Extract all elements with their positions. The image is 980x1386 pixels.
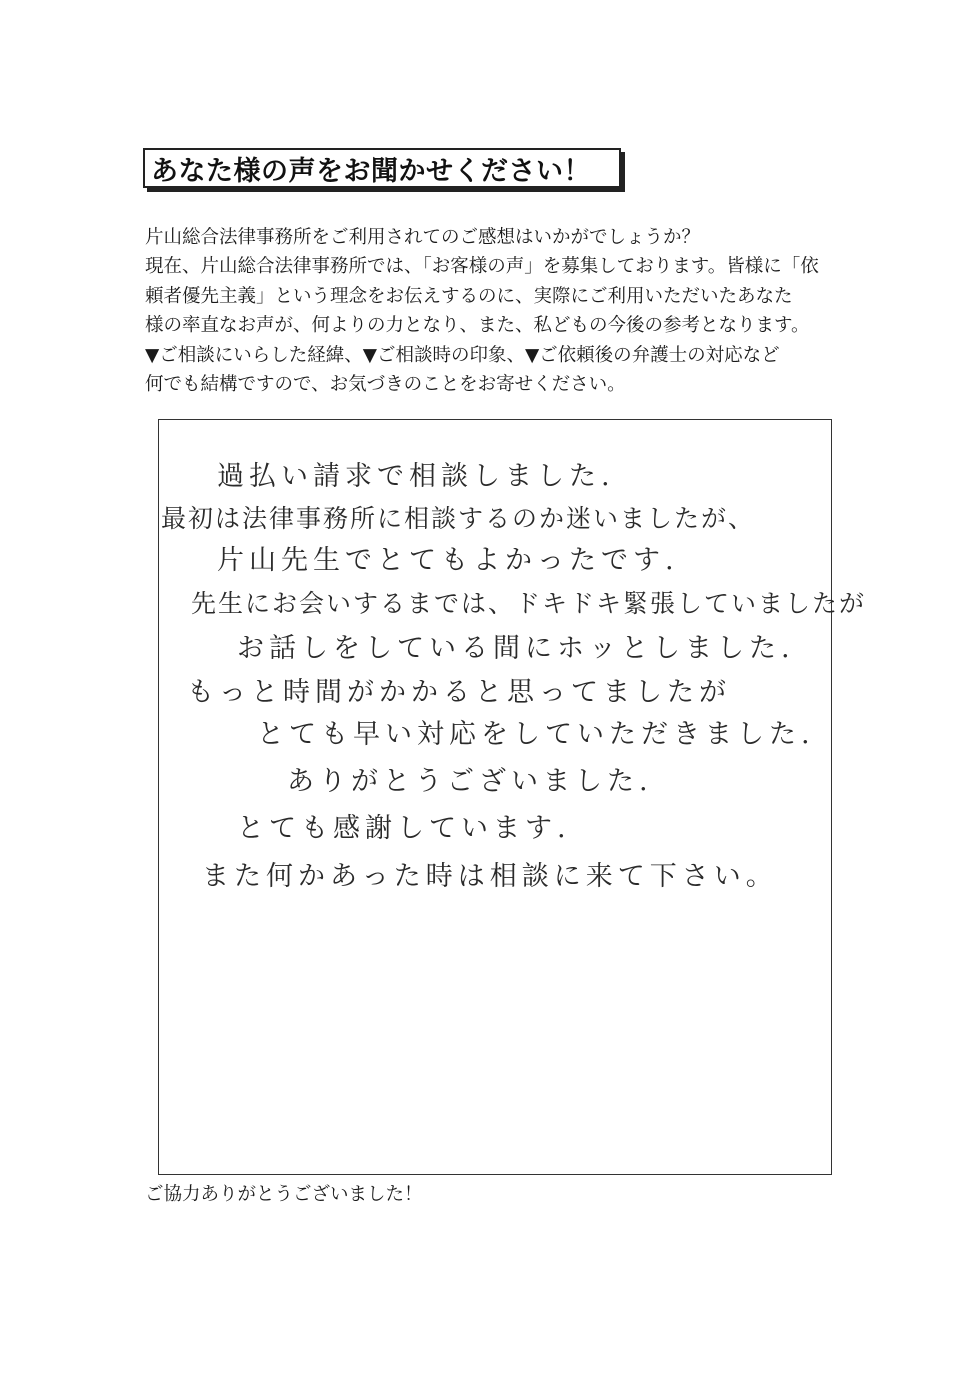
- intro-paragraph: [145, 223, 865, 399]
- handwritten-line: 過払い請求で相談しました.: [217, 461, 615, 492]
- intro-line: 何でも結構ですので、お気づきのことをお寄せください。: [145, 374, 626, 396]
- handwritten-line: もっと時間がかかると思ってましたが: [187, 677, 731, 708]
- handwritten-line: ありがとうございました.: [287, 766, 653, 797]
- intro-line: 様の率直なお声が、何よりの力となり、また、私どもの今後の参考となります。: [145, 315, 810, 337]
- handwritten-line: また何かあった時は相談に来て下さい。: [202, 861, 778, 892]
- handwritten-line: 片山先生でとてもよかったです.: [217, 545, 679, 576]
- handwritten-line: お話しをしている間にホッとしました.: [237, 633, 795, 664]
- handwritten-response-box: [158, 419, 867, 1175]
- page-title-box: [143, 148, 621, 188]
- thank-you-note: ご協力ありがとうございました！: [145, 1184, 423, 1205]
- handwritten-line: とても早い対応をしていただきました.: [257, 719, 815, 750]
- intro-line: 頼者優先主義」という理念をお伝えするのに、実際にご利用いただいたあなた: [145, 285, 793, 307]
- intro-line: 片山総合法律事務所をご利用されてのご感想はいかがでしょうか？: [145, 227, 701, 248]
- intro-line: ▼ご相談にいらした経緯、▼ご相談時の印象、▼ご依頼後の弁護士の対応など: [145, 344, 780, 366]
- handwritten-line: とても感謝しています.: [237, 813, 571, 844]
- intro-line: 現在、片山総合法律事務所では、「お客様の声」を募集しております。皆様に「依: [145, 256, 819, 278]
- page-title: あなた様の声をお聞かせください！: [151, 155, 591, 187]
- handwritten-line: 最初は法律事務所に相談するのか迷いましたが、: [161, 504, 756, 533]
- handwritten-line: 先生にお会いするまでは、ドキドキ緊張していましたが: [191, 589, 867, 618]
